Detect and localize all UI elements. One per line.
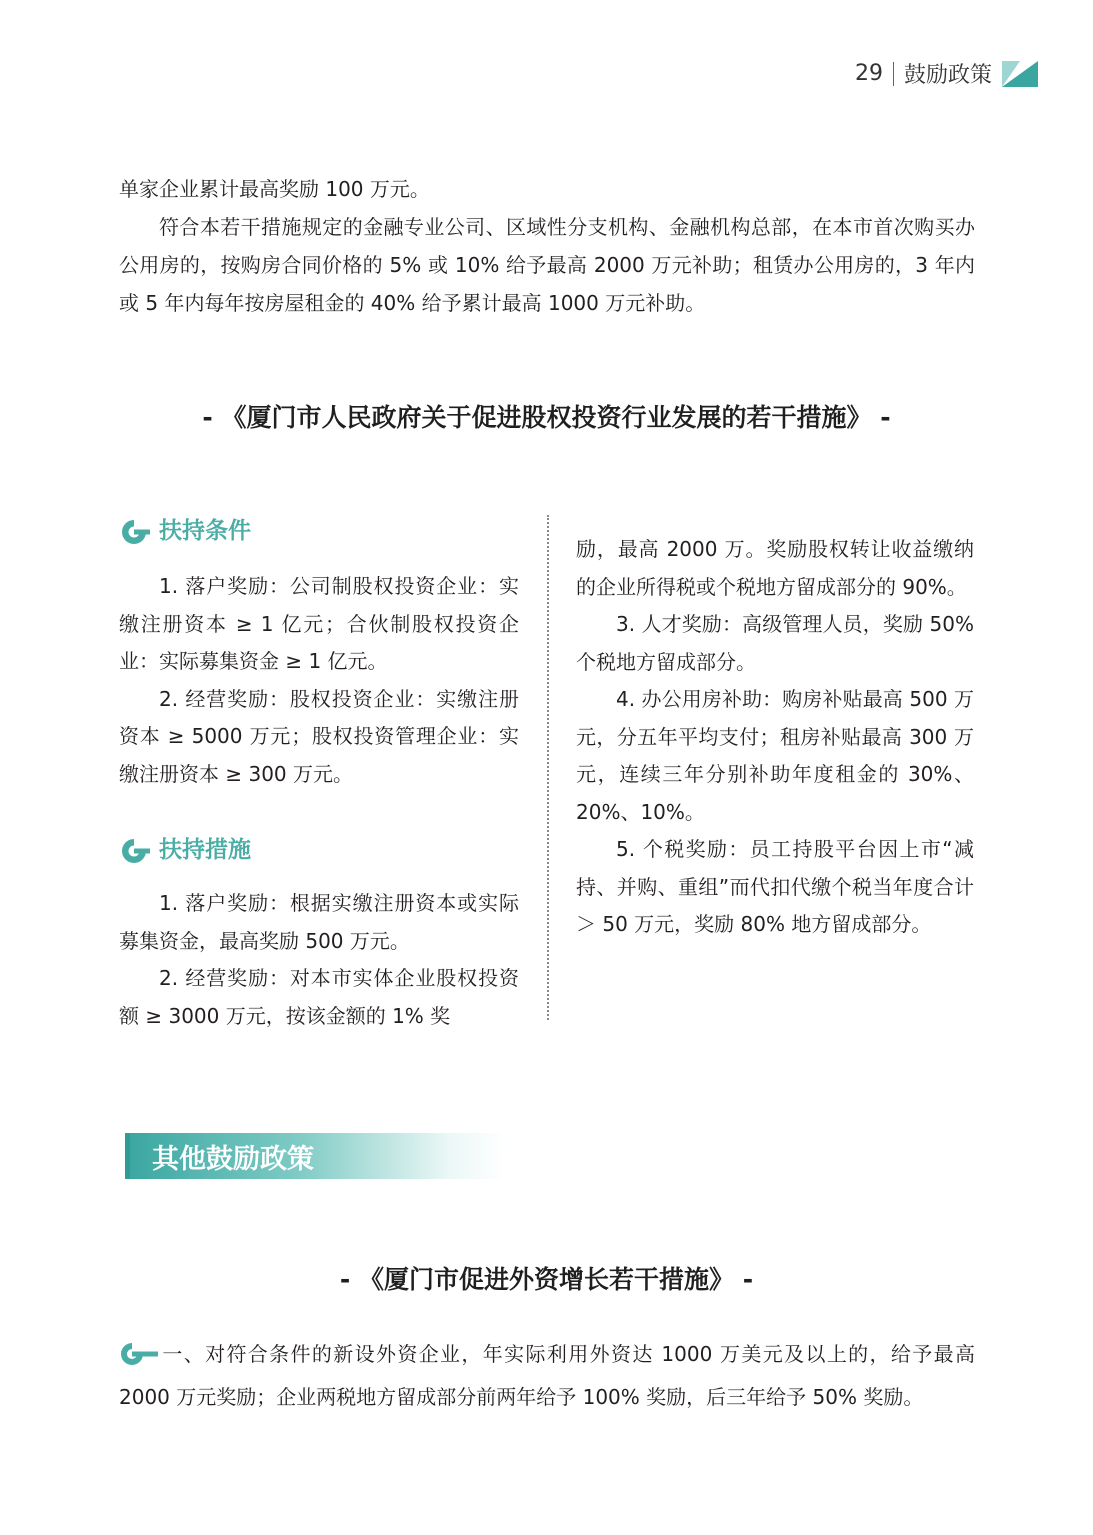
condition-item: 2. 经营奖励：股权投资企业：实缴注册资本 ≥ 5000 万元；股权投资管理企业：实缴注册资本 ≥ 300 万元。: [119, 686, 519, 786]
measure-item: 2. 经营奖励：对本市实体企业股权投资额 ≥ 3000 万元，按该金额的 1% 奖: [119, 966, 519, 1028]
support-conditions-heading: [119, 512, 519, 552]
foreign-investment-text: 一、对符合条件的新设外资企业，年实际利用外资达 1000 万美元及以上的，给予最高 2000 万元奖励；企业两税地方留成部分前两年给予 100% 奖励，后三年给予 50% 奖励。: [119, 1342, 975, 1409]
other-policies-band: [125, 1133, 505, 1179]
support-measures-title: 扶持措施: [159, 837, 251, 864]
right-column: [576, 531, 974, 944]
column-divider: [547, 515, 549, 1020]
page-number: 29: [854, 61, 883, 86]
measure-item: 3. 人才奖励：高级管理人员，奖励 50% 个税地方留成部分。: [576, 612, 974, 674]
support-conditions-title: 扶持条件: [159, 518, 251, 545]
left-column: [119, 508, 519, 1035]
intro-paragraph: 符合本若干措施规定的金融专业公司、区域性分支机构、金融机构总部，在本市首次购买办公用房的，按购房合同价格的 5% 或 10% 给予最高 2000 万元补助；租赁办公用房的，3 年内或 5 年内每年按房屋租金的 40% 给予累计最高 1000 万元补助。: [119, 215, 975, 315]
section-title-equity: - 《厦门市人民政府关于促进股权投资行业发展的若干措施》 -: [202, 403, 891, 432]
g-bullet-icon: [119, 835, 151, 867]
section-name: 鼓励政策: [903, 63, 992, 88]
support-measures-heading: [119, 831, 519, 871]
page-header: [855, 58, 1038, 89]
foreign-investment-paragraph: [119, 1336, 975, 1415]
condition-item: 1. 落户奖励：公司制股权投资企业：实缴注册资本 ≥ 1 亿元；合伙制股权投资企业：实际募集资金 ≥ 1 亿元。: [119, 574, 519, 673]
measure-item-continued: 励，最高 2000 万。奖励股权转让收益缴纳的企业所得税或个税地方留成部分的 90%。: [576, 537, 974, 599]
measure-item: 5. 个税奖励：员工持股平台因上市“减持、并购、重组”而代扣代缴个税当年度合计 ＞ 50 万元，奖励 80% 地方留成部分。: [576, 837, 974, 936]
g-bullet-icon: [119, 516, 151, 548]
g-bullet-icon: [119, 1340, 159, 1379]
header-triangle-icon: [1002, 61, 1038, 87]
section-title-foreign-investment: - 《厦门市促进外资增长若干措施》 -: [339, 1265, 754, 1294]
measure-item: 4. 办公用房补助：购房补贴最高 500 万元，分五年平均支付；租房补贴最高 300 万元，连续三年分别补助年度租金的 30%、20%、10%。: [576, 687, 974, 824]
band-title: 其他鼓励政策: [152, 1143, 314, 1175]
intro-line: 单家企业累计最高奖励 100 万元。: [119, 177, 430, 201]
header-separator: [893, 62, 894, 86]
measure-item: 1. 落户奖励：根据实缴注册资本或实际募集资金，最高奖励 500 万元。: [119, 891, 519, 953]
band-accent-bar: [125, 1133, 130, 1179]
